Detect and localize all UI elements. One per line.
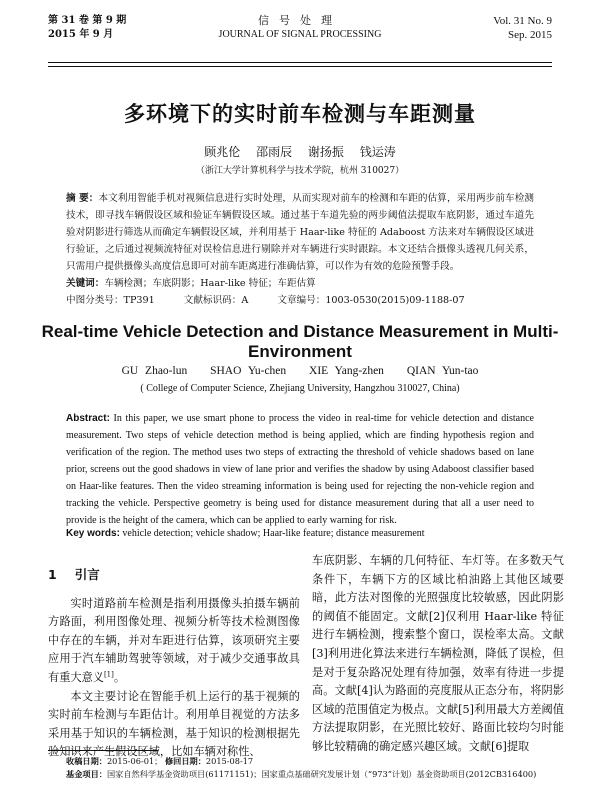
keywords-cn (66, 275, 534, 292)
affiliation-en: ( College of Computer Science, Zhejiang University, Hangzhou 310027, China) (140, 383, 460, 394)
author-cn: 顾兆伦 (204, 145, 241, 159)
revised-label: 修回日期： (164, 756, 206, 766)
body-column-right (312, 552, 564, 757)
fund-label: 基金项目： (66, 769, 107, 779)
author-cn: 邵雨辰 (256, 145, 293, 159)
paragraph: 本文主要讨论在智能手机上运行的基于视频的实时前车检测与车距估计。利用单目视觉的方法多采用基于知识的车辆检测，基于知识的检测根据先验知识来产生假设区域，比如车辆对称性、 (48, 689, 300, 759)
document-code: 文献标识码：A (183, 295, 249, 306)
abstract-cn-label: 摘 要： (66, 193, 99, 204)
author-cn: 钱运涛 (359, 145, 396, 159)
fund-text: 国家自然科学基金资助项目(61171151)；国家重点基础研究发展计划（“973”计划）基金资助项目(2012CB316400) (106, 769, 537, 779)
header-month: Sep. 2015 (508, 29, 552, 41)
header-journal (48, 14, 552, 42)
footnote-dates: 收稿日期：2015-06-01； 修回日期：2015-08-17 (66, 756, 254, 766)
header-journal-en: JOURNAL OF SIGNAL PROCESSING (218, 29, 382, 40)
received-label: 收稿日期： (66, 756, 107, 766)
footnote-fund (66, 768, 552, 781)
keywords-en-text: vehicle detection; vehicle shadow; Haar-like feature; distance measurement (122, 528, 425, 539)
running-header (48, 14, 552, 62)
header-vol-no: Vol. 31 No. 9 (493, 15, 552, 27)
keywords-cn-label: 关键词： (66, 278, 105, 289)
author-en: GU Zhao-lun (121, 365, 188, 377)
header-volume-en (493, 14, 552, 42)
abstract-en (66, 410, 534, 529)
header-rule (48, 62, 552, 67)
paper-title-en: Real-time Vehicle Detection and Distance Measurement in Multi-Environment (41, 322, 559, 361)
author-cn: 谢扬振 (307, 145, 344, 159)
author-en: XIE Yang-zhen (309, 365, 384, 377)
author-en: QIAN Yun-tao (406, 365, 479, 377)
footnote (66, 755, 552, 781)
abstract-en-label: Abstract: (66, 413, 110, 424)
header-date-line: 2015 年 9 月 (48, 29, 114, 40)
article-number: 文章编号：1003-0530(2015)09-1188-07 (277, 295, 465, 306)
paragraph: 车底阴影、车辆的几何特征、车灯等。在多数天气条件下，车辆下方的区域比柏油路上其他区域要暗，此方法对图像的光照强度比较敏感，因此阴影的阈值不能固定。文献[2]仅利用 Haar-like 特征进行车辆检测，搜索整个窗口，误检率太高。文献[3]利用进化算法来进行车辆检测，降低了误检，但是对于复杂路况处理有待加强，效率有待进一步提高。文献[4]认为路面的亮度服从正态分布，将阴影区域的范围值定为极点。文献[5]利用最大方差阈值方法提取阴影，在光照比较好、路面比较均匀时能够比较精确的确定感兴趣区域。文献[6]提取 (312, 554, 564, 753)
header-volume-line: 第 31 卷 第 9 期 (48, 15, 127, 26)
section-title: 引言 (74, 567, 100, 582)
paragraph-end: 。 (113, 670, 126, 684)
received-date: 2015-06-01 (106, 756, 155, 766)
affiliation-cn: （浙江大学计算机科学与技术学院，杭州 310027） (195, 166, 405, 176)
footnote-rule (48, 750, 158, 751)
classification-cn (66, 292, 534, 309)
paragraph (48, 595, 300, 688)
paragraph-text: 实时道路前车检测是指利用摄像头拍摄车辆前方路面，利用图像处理、视频分析等技术检测图像中存在的车辆，并对车距进行估算，该项研究主要应用于汽车辅助驾驶等领域，对于减少交通事故具有重大意义 (48, 596, 300, 684)
keywords-en-label: Key words: (66, 528, 120, 539)
keywords-en (66, 526, 534, 541)
authors-en (0, 365, 600, 377)
keywords-cn-text: 车辆检测；车底阴影；Haar-like 特征；车距估算 (104, 278, 316, 289)
section-number: 1 (48, 567, 57, 582)
clc-number: 中图分类号：TP391 (66, 295, 155, 306)
body-column-left (48, 552, 300, 762)
abstract-en-text: In this paper, we use smart phone to process the video in real-time for vehicle detection and distance measurement. Two steps of vehicle detection method is being applied, which are finding hypothesis region and verification of the region. The method uses two steps of extracting the threshold of vehicle shadows based on lane prior, screens out the good shadows in view of lane prior and verifies the shadow by using Adaboost classifier based on Haar-like features. Then the video streaming information is being used for rejecting the non-vehicle region and tracking the vehicle. Perspective geometry is being used for distance measurement during that all a user need to provide is the height of the camera, which can be applied to early warning for risk. (66, 413, 535, 526)
revised-date: 2015-08-17 (205, 756, 254, 766)
citation: [1] (103, 670, 114, 679)
header-journal-cn: 信号处理 (258, 14, 342, 27)
section-heading (48, 566, 300, 585)
authors-cn (0, 143, 600, 160)
abstract-cn-text: 本文利用智能手机对视频信息进行实时处理，从而实现对前车的检测和车距的估算，采用两步前车检测技术，即寻找车辆假设区域和验证车辆假设区域。通过基于车道先验的两步阈值法提取车底阴影，通过车道先验对阴影进行筛选从而确定车辆假设区域，并利用基于 Haar-like 特征的 Adaboost 方法来对车辆假设区域进行验证，之后通过视频流特征对误检信息进行剔除并对车辆进行实时跟踪。本文还结合摄像头透视几何关系，只需用户提供摄像头高度信息即可对前车距离进行准确估算，可以作为有效的危险预警手段。 (66, 193, 534, 272)
abstract-cn (66, 190, 534, 275)
paper-title-cn: 多环境下的实时前车检测与车距测量 (124, 102, 476, 126)
author-en: SHAO Yu-chen (210, 365, 287, 377)
